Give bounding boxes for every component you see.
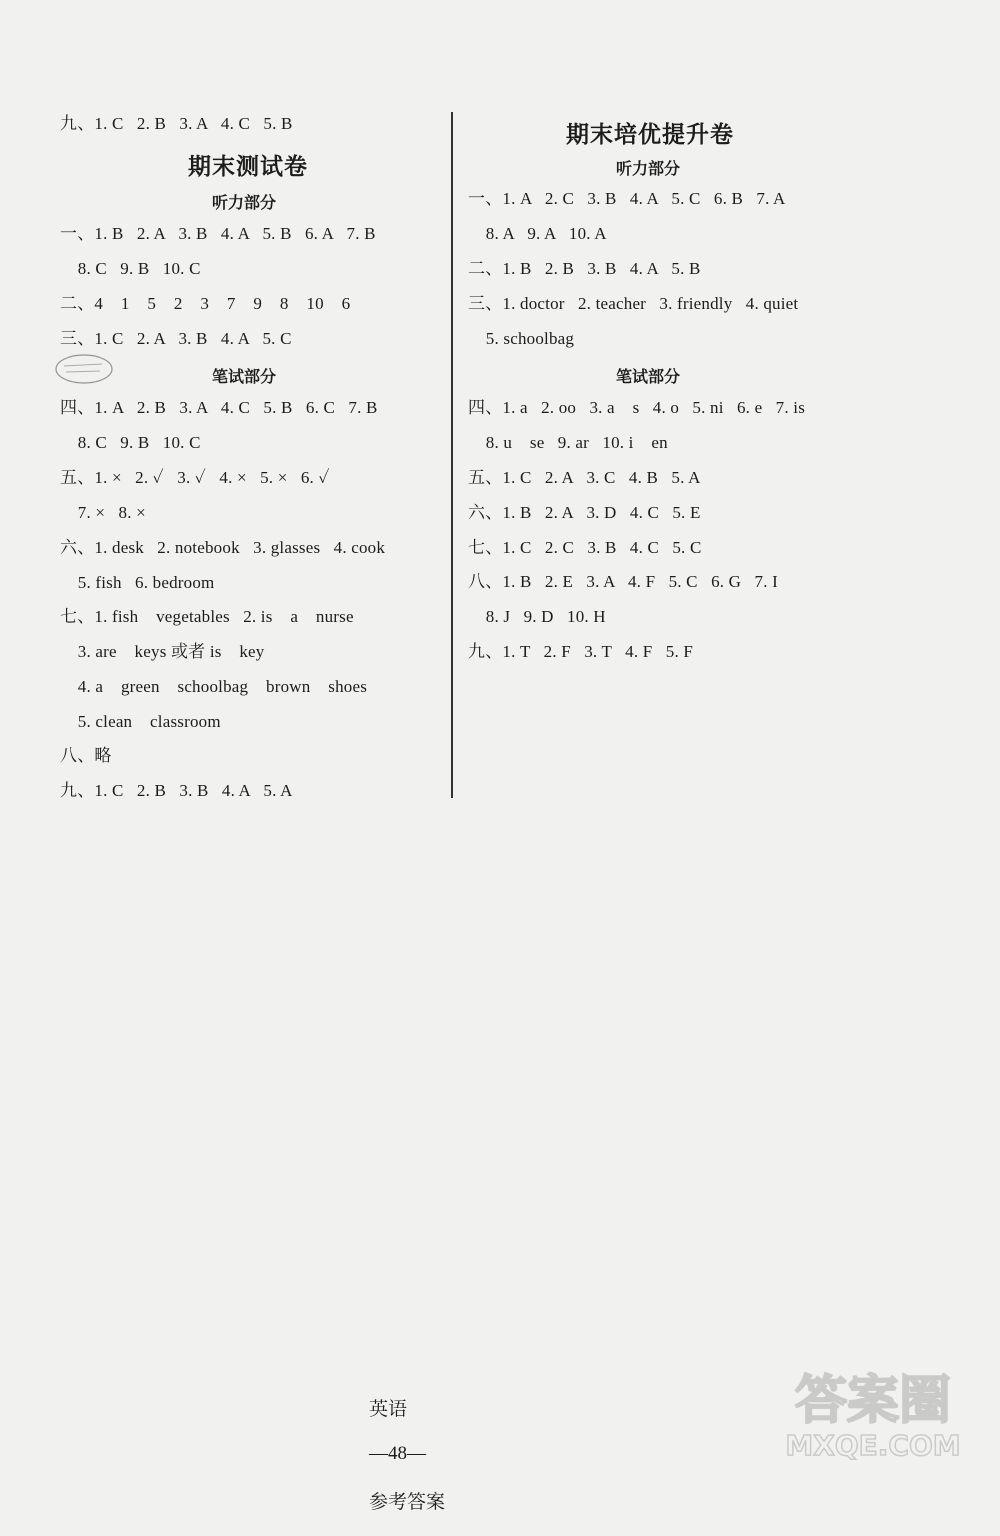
answer-line: 八、1. B 2. E 3. A 4. F 5. C 6. G 7. I (468, 572, 778, 591)
answer-line: 三、1. doctor 2. teacher 3. friendly 4. quiet (468, 294, 799, 313)
page-footer (350, 1372, 445, 1536)
answer-line: 8. A 9. A 10. A (468, 224, 607, 243)
listening-heading: 听力部分 (616, 159, 681, 178)
footer-subject: 英语 (369, 1399, 408, 1420)
section-title: 期末培优提升卷 (566, 122, 734, 148)
footer-label: 参考答案 (369, 1492, 446, 1513)
writing-heading: 笔试部分 (616, 367, 681, 386)
answer-line: 六、1. desk 2. notebook 3. glasses 4. cook (60, 538, 386, 557)
page-number: —48— (369, 1443, 426, 1464)
answer-line: 8. C 9. B 10. C (60, 433, 201, 452)
answer-line: 七、1. fish vegetables 2. is a nurse (60, 607, 354, 626)
answer-line: 7. × 8. × (60, 503, 146, 522)
answer-line: 四、1. a 2. oo 3. a s 4. o 5. ni 6. e 7. is (468, 398, 806, 417)
answer-line: 5. schoolbag (468, 329, 575, 348)
answer-line: 二、4 1 5 2 3 7 9 8 10 6 (60, 294, 351, 313)
answer-line: 五、1. × 2. ✓ 3. ✓ 4. × 5. × 6. ✓ (60, 468, 330, 487)
stamp-mark-icon (52, 352, 116, 386)
answer-line: 五、1. C 2. A 3. C 4. B 5. A (468, 468, 701, 487)
answer-line: 三、1. C 2. A 3. B 4. A 5. C (60, 329, 292, 348)
answer-line: 8. u se 9. ar 10. i en (468, 433, 668, 452)
answer-line: 八、略 (60, 746, 112, 765)
section-title: 期末测试卷 (188, 154, 308, 180)
answer-line: 六、1. B 2. A 3. D 4. C 5. E (468, 503, 701, 522)
watermark-top-text: 答案圈 (794, 1371, 952, 1431)
answer-line: 二、1. B 2. B 3. B 4. A 5. B (468, 259, 701, 278)
answer-line: 8. C 9. B 10. C (60, 259, 201, 278)
column-divider (451, 112, 453, 798)
answer-line: 四、1. A 2. B 3. A 4. C 5. B 6. C 7. B (60, 398, 378, 417)
writing-heading: 笔试部分 (212, 367, 277, 386)
answer-line: 5. fish 6. bedroom (60, 573, 215, 592)
listening-heading: 听力部分 (212, 193, 277, 212)
answer-line: 5. clean classroom (60, 712, 221, 731)
watermark-logo-icon (758, 1363, 988, 1463)
answer-line: 3. are keys 或者 is key (60, 642, 265, 661)
answer-line: 九、1. T 2. F 3. T 4. F 5. F (468, 642, 694, 661)
answer-line: 九、1. C 2. B 3. B 4. A 5. A (60, 781, 293, 800)
answer-line: 七、1. C 2. C 3. B 4. C 5. C (468, 538, 702, 557)
watermark-bottom-text: MXQE.COM (785, 1429, 961, 1462)
answer-line: 一、1. B 2. A 3. B 4. A 5. B 6. A 7. B (60, 224, 376, 243)
answer-line: 4. a green schoolbag brown shoes (60, 677, 368, 696)
answer-line: 九、1. C 2. B 3. A 4. C 5. B (60, 114, 293, 133)
answer-line: 一、1. A 2. C 3. B 4. A 5. C 6. B 7. A (468, 189, 786, 208)
answer-line: 8. J 9. D 10. H (468, 607, 606, 626)
